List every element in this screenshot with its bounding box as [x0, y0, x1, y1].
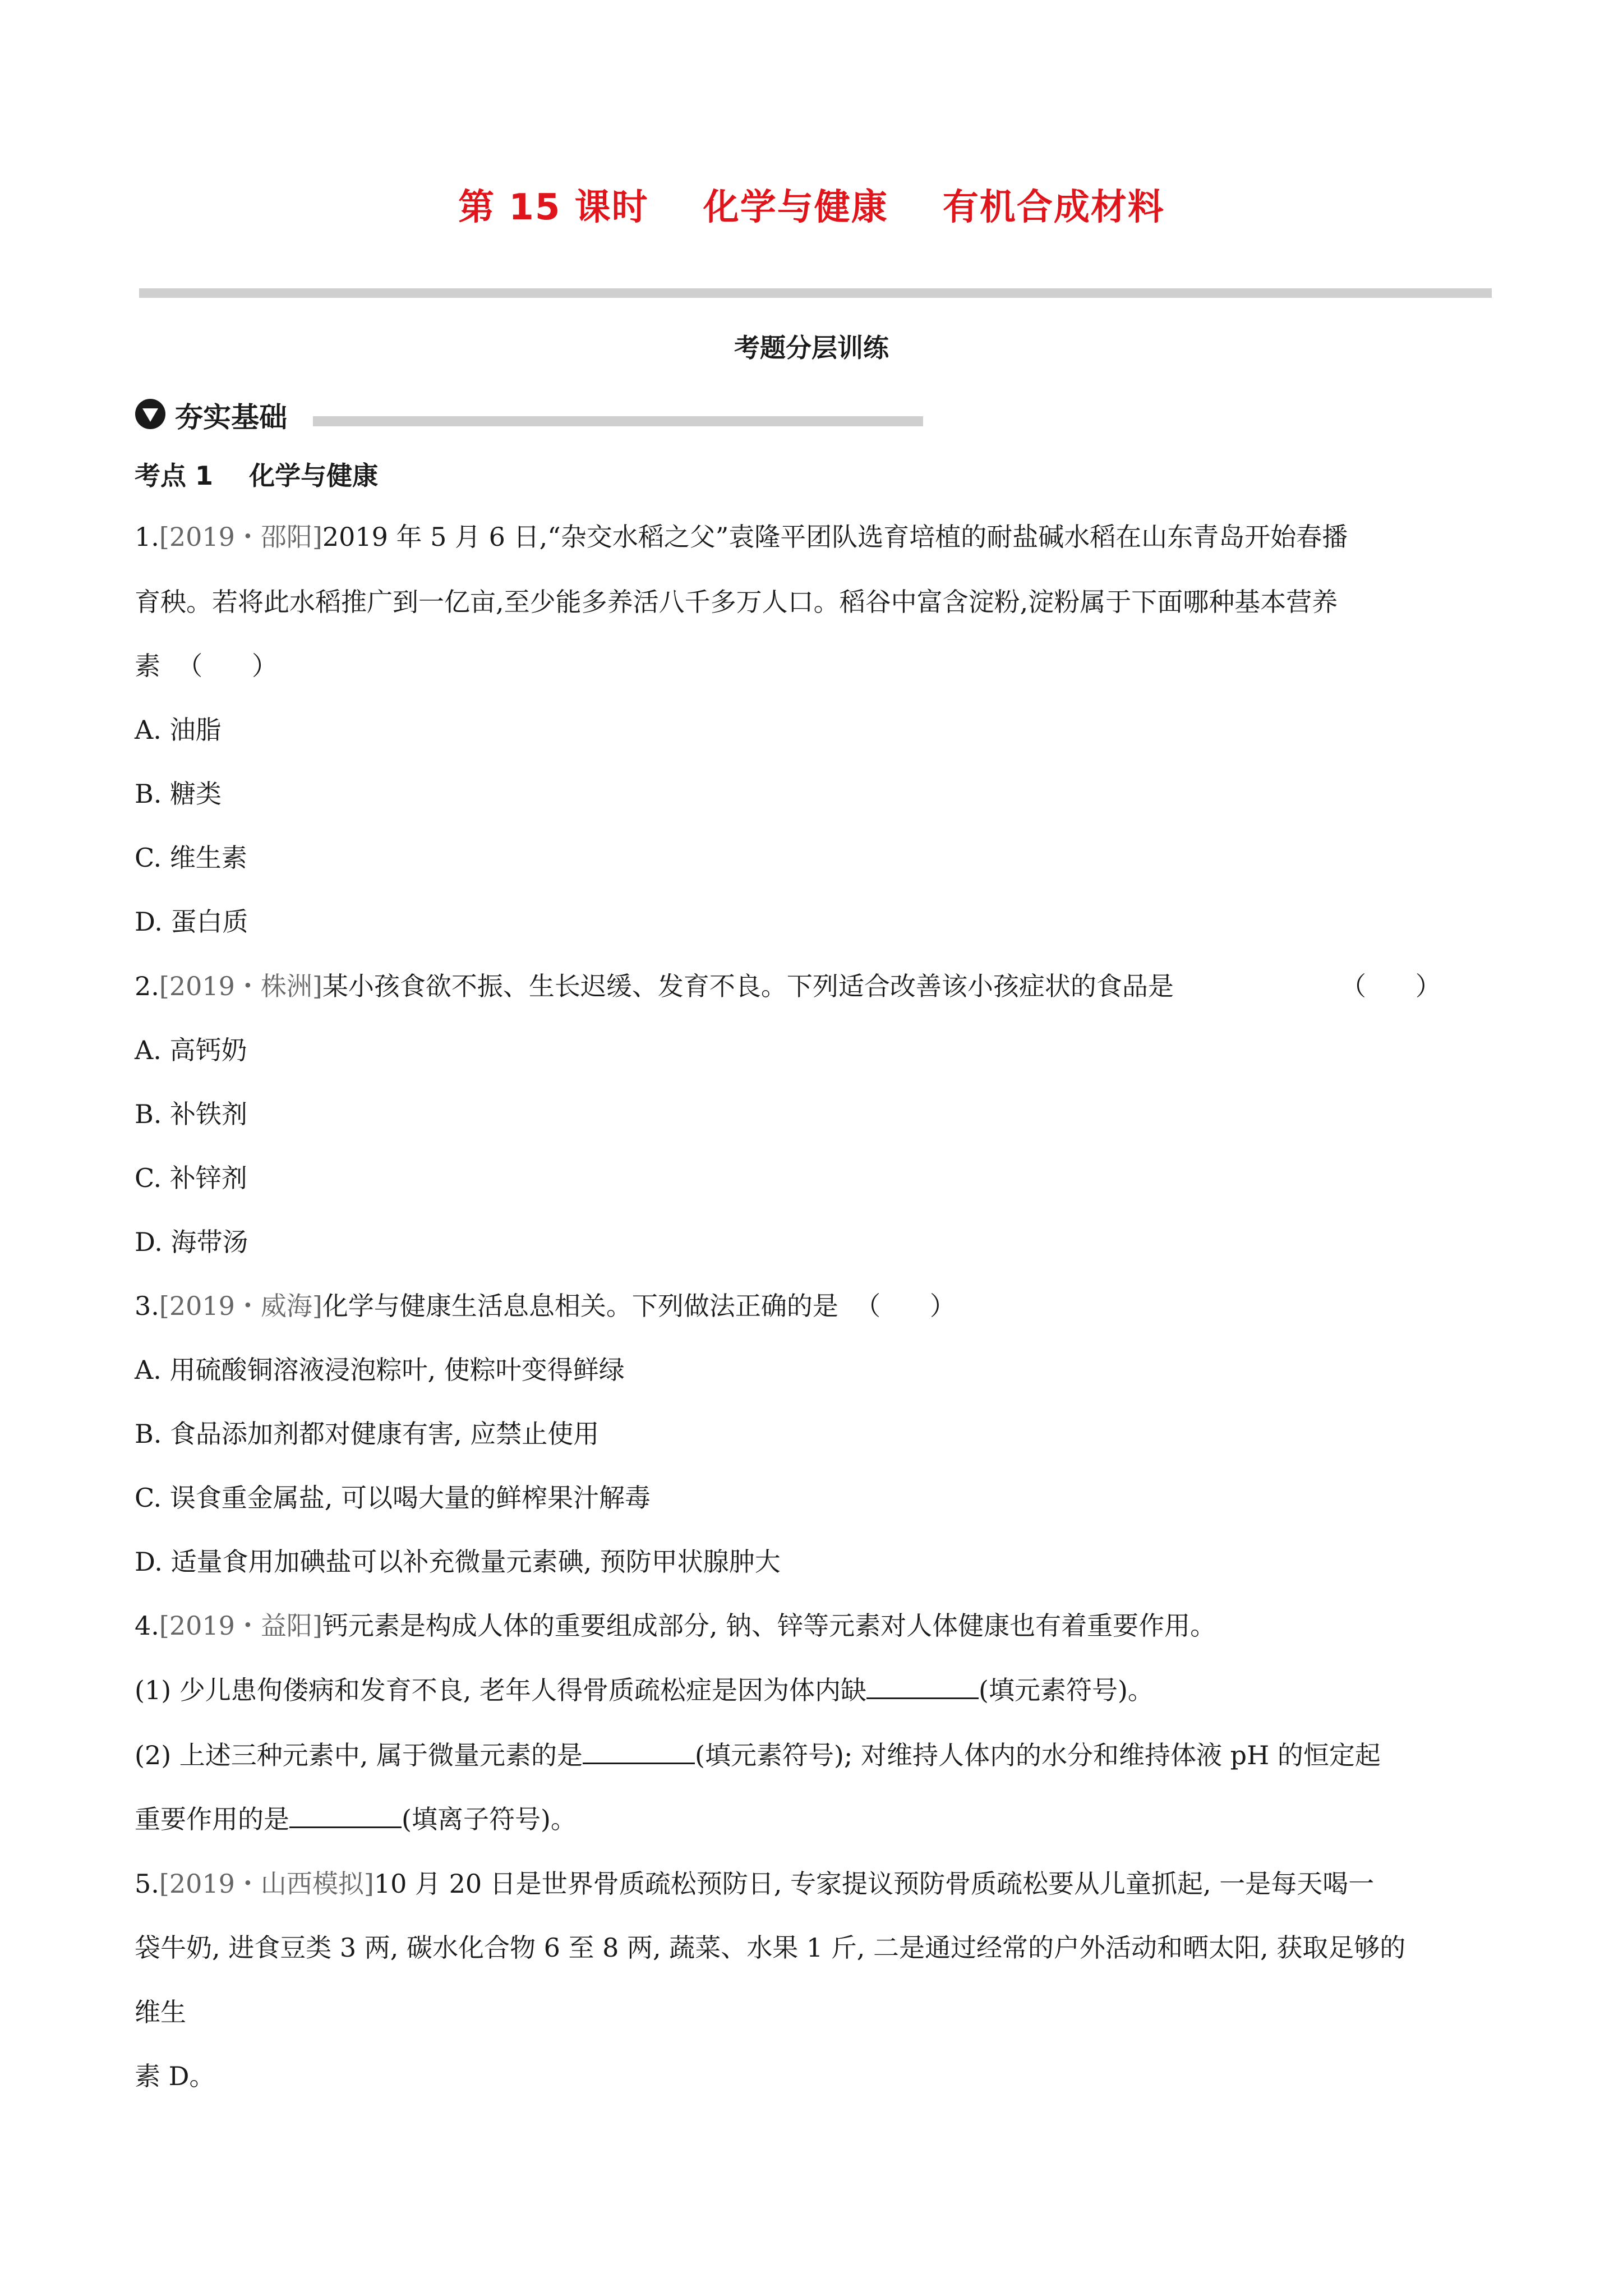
section-bar [313, 416, 923, 426]
q4-part-2-text-c: 重要作用的是 [135, 1804, 289, 1834]
q3-source: [2019・威海] [159, 1291, 322, 1321]
point-heading: 考点 1 化学与健康 [135, 461, 379, 491]
q2-source: [2019・株洲] [159, 971, 322, 1001]
q4-part-1-text-a: (1) 少儿患佝偻病和发育不良, 老年人得骨质疏松症是因为体内缺 [135, 1675, 867, 1705]
q1-option-a: A. 油脂 [135, 715, 222, 745]
q4-part-1 [135, 1673, 1154, 1707]
q2-text: 某小孩食欲不振、生长迟缓、发育不良。下列适合改善该小孩症状的食品是 [322, 971, 1174, 1001]
q4-part-2-text-d: (填离子符号)。 [402, 1804, 577, 1834]
q2-stem [135, 969, 1174, 1003]
q4-stem [135, 1609, 1216, 1642]
q1-line-1 [135, 520, 1348, 554]
q4-part-2-cont [135, 1802, 577, 1836]
q5-number: 5. [135, 1869, 159, 1899]
q5-source: [2019・山西模拟] [159, 1869, 374, 1899]
q5-stem [135, 1867, 1374, 1901]
q4-blank-2[interactable] [583, 1738, 695, 1764]
down-triangle-icon [135, 398, 166, 430]
q2-option-c: C. 补锌剂 [135, 1163, 247, 1193]
q4-blank-3[interactable] [289, 1802, 402, 1828]
q3-option-b: B. 食品添加剂都对健康有害, 应禁止使用 [135, 1419, 600, 1449]
q4-text: 钙元素是构成人体的重要组成部分, 钠、锌等元素对人体健康也有着重要作用。 [322, 1611, 1216, 1641]
q4-number: 4. [135, 1611, 159, 1641]
q5-text-2: 袋牛奶, 进食豆类 3 两, 碳水化合物 6 至 8 两, 蔬菜、水果 1 斤, 二是通过经常的户外活动和晒太阳, 获取足够的 [135, 1932, 1406, 1963]
section-label: 夯实基础 [175, 401, 287, 434]
q1-option-c: C. 维生素 [135, 843, 247, 873]
q4-part-2-text-b: (填元素符号); 对维持人体内的水分和维持体液 pH 的恒定起 [695, 1740, 1381, 1770]
q3-option-c: C. 误食重金属盐, 可以喝大量的鲜榨果汁解毒 [135, 1483, 651, 1513]
title-divider [139, 288, 1492, 298]
q4-part-1-text-b: (填元素符号)。 [979, 1675, 1154, 1705]
q1-text-3: 素 （ ） [135, 651, 278, 681]
q2-option-a: A. 高钙奶 [135, 1035, 247, 1065]
q2-number: 2. [135, 971, 159, 1001]
page-title: 第 15 课时 化学与健康 有机合成材料 [458, 187, 1165, 228]
q2-option-b: B. 补铁剂 [135, 1099, 248, 1129]
q2-option-d: D. 海带汤 [135, 1227, 248, 1257]
q3-option-d: D. 适量食用加碘盐可以补充微量元素碘, 预防甲状腺肿大 [135, 1547, 781, 1577]
q3-text: 化学与健康生活息息相关。下列做法正确的是 （ ） [322, 1291, 956, 1321]
q4-part-2 [135, 1738, 1381, 1772]
q1-option-d: D. 蛋白质 [135, 907, 248, 937]
q1-text-2: 育秧。若将此水稻推广到一亿亩,至少能多养活八千多万人口。稻谷中富含淀粉,淀粉属于下面哪种基本营养 [135, 587, 1338, 617]
q1-option-b: B. 糖类 [135, 779, 222, 809]
q4-source: [2019・益阳] [159, 1611, 322, 1641]
q4-blank-1[interactable] [866, 1673, 979, 1699]
q5-text-3: 维生 [135, 1997, 186, 2027]
q5-text-4: 素 D。 [135, 2061, 215, 2091]
q3-stem [135, 1289, 956, 1323]
section-header [135, 394, 808, 433]
page-subtitle: 考题分层训练 [734, 333, 889, 363]
q4-part-2-text-a: (2) 上述三种元素中, 属于微量元素的是 [135, 1740, 583, 1770]
q3-option-a: A. 用硫酸铜溶液浸泡粽叶, 使粽叶变得鲜绿 [135, 1355, 625, 1385]
q2-answer-paren: （ ） [1340, 971, 1441, 1001]
q3-number: 3. [135, 1291, 159, 1321]
q1-text-1: 2019 年 5 月 6 日,“杂交水稻之父”袁隆平团队选育培植的耐盐碱水稻在山东青岛开始春播 [322, 522, 1348, 552]
q1-number: 1. [135, 522, 159, 552]
q1-source: [2019・邵阳] [159, 522, 322, 552]
q5-text-1: 10 月 20 日是世界骨质疏松预防日, 专家提议预防骨质疏松要从儿童抓起, 一是每天喝一 [374, 1869, 1375, 1899]
